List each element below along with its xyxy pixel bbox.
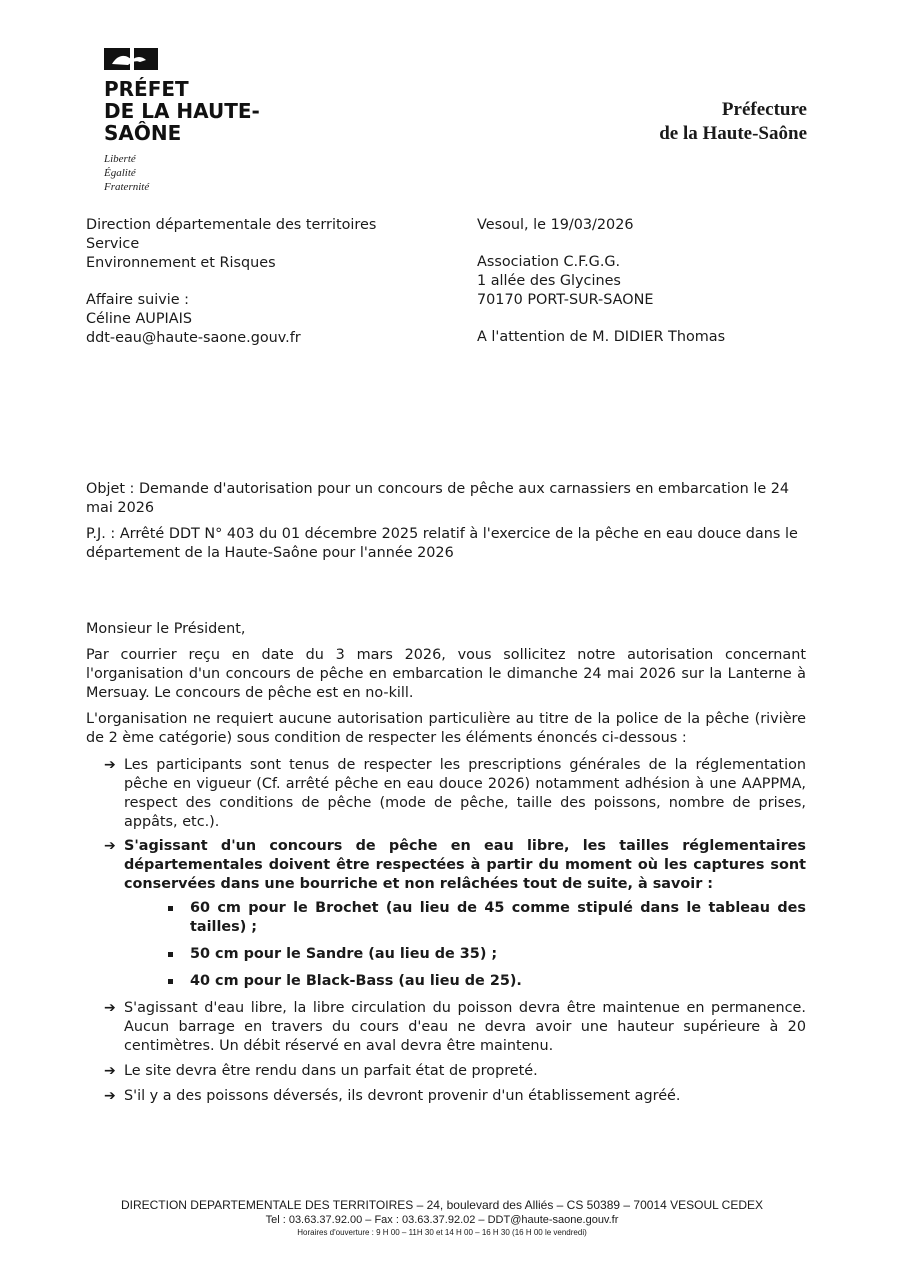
list-item bbox=[104, 1087, 806, 1106]
sender-block bbox=[86, 216, 446, 348]
letter-pj: P.J. : Arrêté DDT N° 403 du 01 décembre 2025 relatif à l'exercice de la pêche en eau douce dans le département de la Haute-Saône pour l'année 2026 bbox=[86, 526, 798, 561]
footer-address: DIRECTION DEPARTEMENTALE DES TERRITOIRES – 24, boulevard des Alliés – CS 50389 – 70014 VESOUL CEDEX bbox=[120, 1198, 764, 1212]
prefecture-title bbox=[659, 98, 807, 146]
size-item-black-bass bbox=[168, 972, 806, 991]
recipient-street: 1 allée des Glycines bbox=[477, 273, 621, 289]
recipient-city: 70170 PORT-SUR-SAONE bbox=[477, 292, 654, 308]
list-item bbox=[104, 837, 806, 894]
devise-liberte: Liberté bbox=[104, 153, 136, 165]
letter-paragraph-1: Par courrier reçu en date du 3 mars 2026, vous sollicitez notre autorisation concernant l'organisation d'un concours de pêche en embarcation le dimanche 24 mai 2026 sur la Lanterne à Mersuay. Le concours de pêche est en no-kill. bbox=[86, 647, 806, 701]
footer-contact: Tel : 03.63.37.92.00 – Fax : 03.63.37.92.02 – DDT@haute-saone.gouv.fr bbox=[265, 1214, 619, 1226]
prefet-name-line: SAÔNE bbox=[104, 121, 182, 145]
size-item-text: 60 cm pour le Brochet (au lieu de 45 comme stipulé dans le tableau des tailles) ; bbox=[190, 900, 806, 935]
marianne-logo-icon bbox=[104, 48, 158, 70]
arrow-right-icon: ➔ bbox=[104, 1088, 116, 1104]
square-bullet-icon bbox=[168, 906, 173, 911]
letter-objet: Objet : Demande d'autorisation pour un concours de pêche aux carnassiers en embarcation le 24 mai 2026 bbox=[86, 481, 790, 516]
list-item-text: S'il y a des poissons déversés, ils devront provenir d'un établissement agréé. bbox=[124, 1088, 681, 1104]
list-item-text: S'agissant d'eau libre, la libre circulation du poisson devra être maintenue en permanence. Aucun barrage en travers du cours d'eau ne devra avoir une hauteur supérieure à 20 centimètres. Un débit réservé en aval devra être maintenu. bbox=[124, 1000, 806, 1054]
prefet-name bbox=[104, 78, 304, 144]
list-item bbox=[104, 999, 806, 1056]
square-bullet-icon bbox=[168, 952, 173, 957]
list-item-text: Le site devra être rendu dans un parfait état de propreté. bbox=[124, 1063, 538, 1079]
size-item-brochet bbox=[168, 899, 806, 937]
size-item-text: 40 cm pour le Black-Bass (au lieu de 25). bbox=[190, 973, 522, 989]
recipient-block bbox=[477, 216, 817, 347]
affaire-label: Affaire suivie : bbox=[86, 292, 190, 308]
devise bbox=[104, 152, 304, 194]
prefet-logo-block bbox=[104, 48, 304, 194]
arrow-right-icon: ➔ bbox=[104, 838, 116, 854]
list-item bbox=[104, 1062, 806, 1081]
size-list bbox=[168, 899, 806, 991]
size-item-sandre bbox=[168, 945, 806, 964]
arrow-right-icon: ➔ bbox=[104, 1063, 116, 1079]
list-item-text: Les participants sont tenus de respecter les prescriptions générales de la réglementation pêche en vigueur (Cf. arrêté pêche en eau douce 2026) notamment adhésion à une AAPPMA, respect des conditions de pêche (mode de pêche, taille des poissons, nombre de prises, appâts, etc.). bbox=[124, 757, 806, 830]
prefecture-title-line: de la Haute-Saône bbox=[659, 123, 807, 144]
sender-service-name: Environnement et Risques bbox=[86, 255, 276, 271]
list-item bbox=[104, 756, 806, 832]
arrow-right-icon: ➔ bbox=[104, 757, 116, 773]
devise-fraternite: Fraternité bbox=[104, 181, 150, 193]
prefet-name-line: DE LA HAUTE- bbox=[104, 99, 260, 123]
footer-hours: Horaires d'ouverture : 9 H 00 – 11H 30 et 14 H 00 – 16 H 30 (16 H 00 le vendredi) bbox=[297, 1228, 587, 1237]
letter-date: Vesoul, le 19/03/2026 bbox=[477, 217, 634, 233]
prefecture-title-line: Préfecture bbox=[721, 99, 807, 120]
recipient-attention: A l'attention de M. DIDIER Thomas bbox=[477, 329, 726, 345]
sender-direction: Direction départementale des territoires bbox=[86, 217, 377, 233]
letter-paragraph-2: L'organisation ne requiert aucune autorisation particulière au titre de la police de la pêche (rivière de 2 ème catégorie) sous condition de respecter les éléments énoncés ci-dessous : bbox=[86, 711, 806, 746]
agent-name: Céline AUPIAIS bbox=[86, 311, 192, 327]
conditions-list bbox=[104, 756, 806, 1111]
list-item-text: S'agissant d'un concours de pêche en eau libre, les tailles réglementaires départementales doivent être respectées à partir du moment où les captures sont conservées dans une bourriche et non relâchées tout de suite, à savoir : bbox=[124, 838, 806, 892]
sender-email[interactable]: ddt-eau@haute-saone.gouv.fr bbox=[86, 330, 301, 346]
devise-egalite: Égalité bbox=[104, 167, 136, 179]
size-item-text: 50 cm pour le Sandre (au lieu de 35) ; bbox=[190, 946, 498, 962]
letter-salutation: Monsieur le Président, bbox=[86, 621, 246, 637]
arrow-right-icon: ➔ bbox=[104, 1000, 116, 1016]
recipient-org: Association C.F.G.G. bbox=[477, 254, 621, 270]
sender-service: Service bbox=[86, 236, 140, 252]
prefet-name-line: PRÉFET bbox=[104, 77, 189, 101]
page-footer bbox=[0, 1198, 884, 1238]
square-bullet-icon bbox=[168, 979, 173, 984]
